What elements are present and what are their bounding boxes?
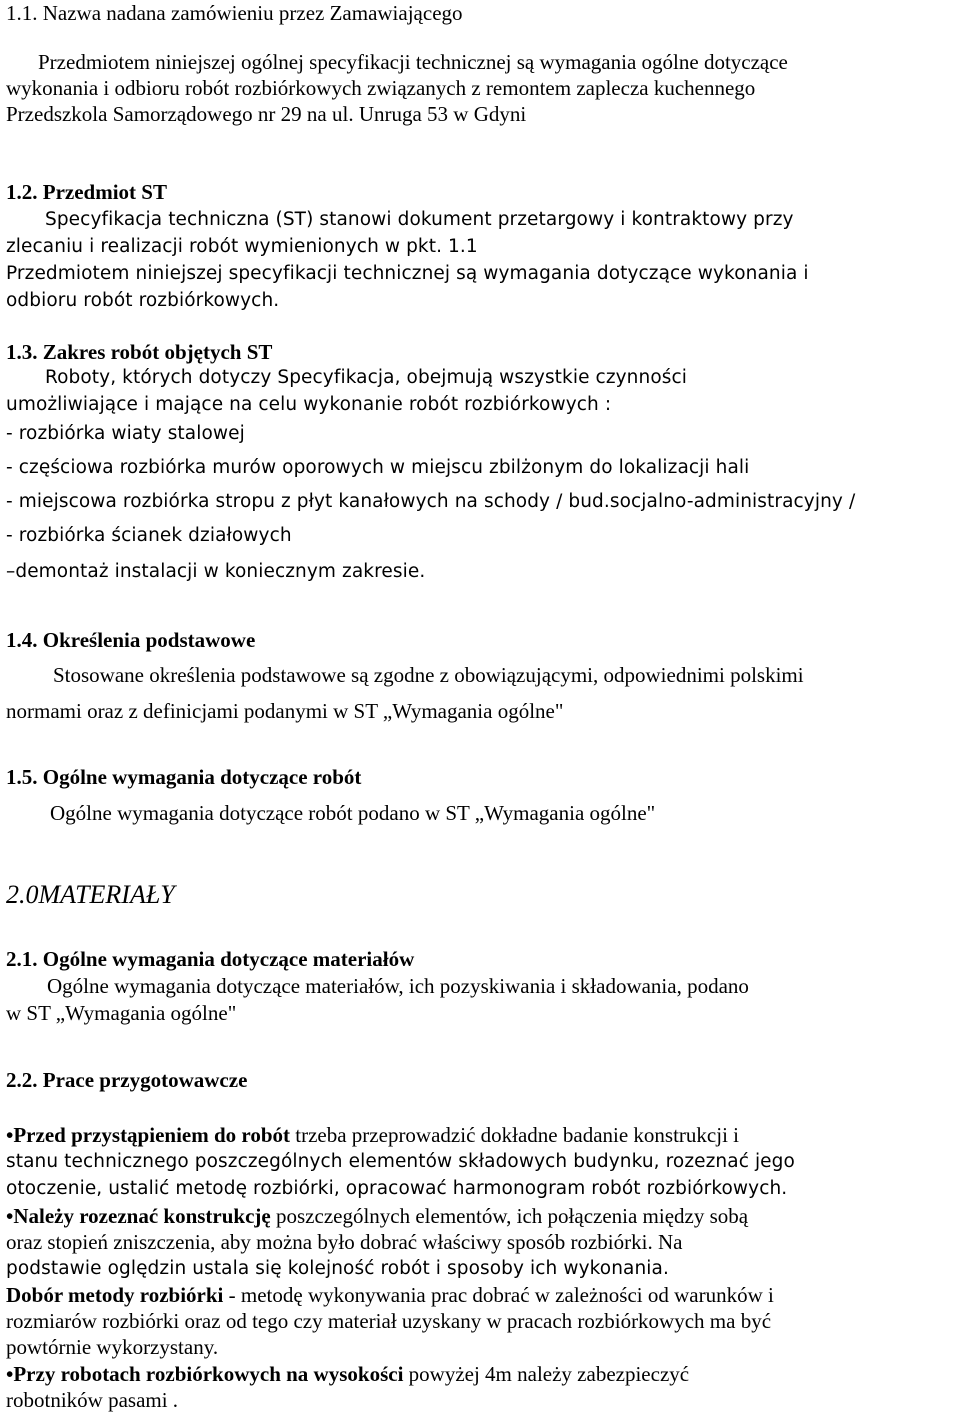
prep-paragraph-4-line: robotników pasami . (6, 1388, 179, 1412)
section-2-1-line: Ogólne wymagania dotyczące materiałów, ich pozyskiwania i składowania, podano (47, 974, 749, 998)
section-1-1-line: Przedmiotem niniejszej ogólnej specyfikacji technicznej są wymagania ogólne dotyczące (38, 50, 788, 74)
prep-paragraph-2-line: podstawie oględzin ustala się kolejność robót i sposoby ich wykonania. (6, 1258, 669, 1279)
scope-list-item: - rozbiórka wiaty stalowej (6, 423, 245, 444)
section-1-2-heading: 1.2. Przedmiot ST (6, 180, 167, 204)
scope-list-item: - częściowa rozbiórka murów oporowych w miejscu zbilżonym do lokalizacji hali (6, 457, 750, 478)
prep-paragraph-1-line: otoczenie, ustalić metodę rozbiórki, opracować harmonogram robót rozbiórkowych. (6, 1178, 788, 1199)
prep-paragraph-1-line (6, 1122, 739, 1148)
section-2-1-line: w ST „Wymagania ogólne" (6, 1001, 237, 1025)
section-2-1-heading: 2.1. Ogólne wymagania dotyczące materiałów (6, 947, 415, 971)
section-1-2-line: Przedmiotem niniejszej specyfikacji technicznej są wymagania dotyczące wykonania i (6, 263, 809, 284)
prep-paragraph-3-line: rozmiarów rozbiórki oraz od tego czy materiał uzyskany w pracach rozbiórkowych ma być (6, 1309, 772, 1333)
section-1-1-line: wykonania i odbioru robót rozbiórkowych związanych z remontem zaplecza kuchennego (6, 76, 756, 100)
prep-bold-lead: •Należy rozeznać konstrukcję (6, 1204, 271, 1228)
prep-bold-lead: Dobór metody rozbiórki (6, 1283, 224, 1307)
scope-list-item: - miejscowa rozbiórka stropu z płyt kanałowych na schody / bud.socjalno-administracyjny / (6, 491, 856, 512)
prep-text: trzeba przeprowadzić dokładne badanie konstrukcji i (290, 1123, 739, 1147)
scope-list-item: –demontaż instalacji w koniecznym zakresie. (6, 561, 426, 582)
prep-paragraph-1-line: stanu technicznego poszczególnych elementów składowych budynku, rozeznać jego (6, 1151, 795, 1172)
chapter-2-heading: 2.0MATERIAŁY (6, 880, 175, 909)
prep-paragraph-2-line: oraz stopień zniszczenia, aby można było dobrać właściwy sposób rozbiórki. Na (6, 1230, 683, 1254)
section-1-2-line: Specyfikacja techniczna (ST) stanowi dokument przetargowy i kontraktowy przy (45, 209, 794, 230)
section-1-5-line: Ogólne wymagania dotyczące robót podano w ST „Wymagania ogólne" (50, 801, 656, 825)
section-1-3-line: Roboty, których dotyczy Specyfikacja, obejmują wszystkie czynności (45, 367, 688, 388)
section-2-2-heading: 2.2. Prace przygotowawcze (6, 1068, 248, 1092)
section-1-4-line: Stosowane określenia podstawowe są zgodne z obowiązującymi, odpowiednimi polskimi (53, 663, 804, 687)
prep-paragraph-3-line (6, 1282, 774, 1308)
section-1-2-line: zlecaniu i realizacji robót wymienionych w pkt. 1.1 (6, 236, 478, 257)
section-1-1-heading: 1.1. Nazwa nadana zamówieniu przez Zamawiającego (6, 1, 463, 25)
prep-bold-lead: •Przy robotach rozbiórkowych na wysokości (6, 1362, 404, 1386)
prep-text: - metodę wykonywania prac dobrać w zależności od warunków i (223, 1283, 774, 1307)
section-1-1-line: Przedszkola Samorządowego nr 29 na ul. Unruga 53 w Gdyni (6, 102, 527, 126)
prep-paragraph-4-line (6, 1361, 689, 1387)
prep-text: poszczególnych elementów, ich połączenia między sobą (270, 1204, 749, 1228)
section-1-5-heading: 1.5. Ogólne wymagania dotyczące robót (6, 765, 362, 789)
section-1-2-line: odbioru robót rozbiórkowych. (6, 290, 280, 311)
scope-list-item: - rozbiórka ścianek działowych (6, 525, 292, 546)
prep-paragraph-3-line: powtórnie wykorzystany. (6, 1335, 219, 1359)
section-1-4-heading: 1.4. Określenia podstawowe (6, 628, 256, 652)
section-1-3-heading: 1.3. Zakres robót objętych ST (6, 340, 273, 364)
prep-text: powyżej 4m należy zabezpieczyć (403, 1362, 690, 1386)
prep-bold-lead: •Przed przystąpieniem do robót (6, 1123, 291, 1147)
prep-paragraph-2-line (6, 1203, 748, 1229)
section-1-4-line: normami oraz z definicjami podanymi w ST „Wymagania ogólne" (6, 699, 564, 723)
section-1-3-line: umożliwiające i mające na celu wykonanie robót rozbiórkowych : (6, 394, 612, 415)
